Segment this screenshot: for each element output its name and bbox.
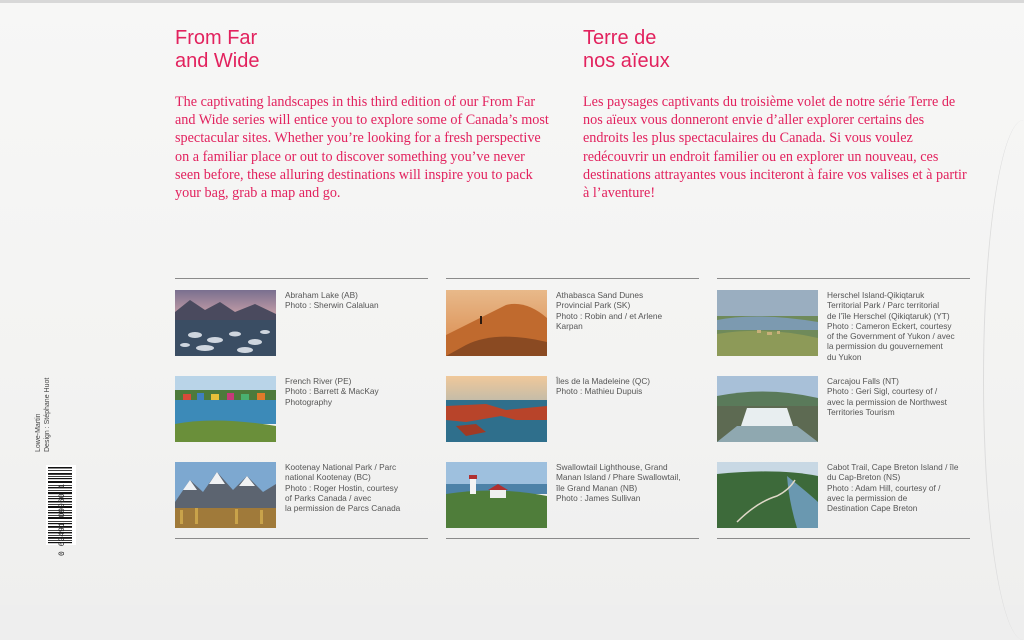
photo-herschel-island — [717, 290, 818, 356]
stamp-card-athabasca-dunes — [446, 290, 700, 370]
caption-line: Territories Tourism — [827, 406, 895, 417]
caption-line: Photo : Adam Hill, courtesy of / — [827, 482, 941, 493]
caption-line: Photography — [285, 396, 333, 407]
caption-line: Kootenay National Park / Parc — [285, 462, 397, 472]
stamp-caption — [556, 290, 706, 331]
stamp-caption — [827, 462, 977, 513]
caption-line: Photo : Cameron Eckert, courtesy — [827, 320, 952, 331]
caption-line: Provincial Park (SK) — [556, 300, 631, 311]
stamp-card-french-river — [175, 376, 429, 456]
credit-printer: Lowe-Martin — [35, 413, 42, 452]
caption-line: Manan Island / Phare Swallowtail, — [556, 472, 681, 483]
caption-line: Herschel Island-Qikiqtaruk — [827, 290, 925, 300]
envelope-top-edge — [0, 0, 1024, 3]
stamp-card-carcajou-falls — [717, 376, 971, 456]
photo-carcajou-falls — [717, 376, 818, 442]
caption-line: la permission de Parcs Canada — [285, 503, 401, 514]
caption-line: de l’île Herschel (Qikiqtaruk) (YT) — [827, 310, 950, 321]
stamp-card-iles-de-la-madeleine — [446, 376, 700, 456]
photo-iles-de-la-madeleine — [446, 376, 547, 442]
caption-line: Photo : Mathieu Dupuis — [556, 386, 643, 397]
stamp-caption — [827, 290, 977, 362]
photo-cabot-trail — [717, 462, 818, 528]
caption-line: Photo : Robin and / et Arlene — [556, 310, 663, 321]
caption-line: Photo : Sherwin Calaluan — [285, 300, 379, 311]
caption-line: Photo : Barrett & MacKay — [285, 386, 379, 397]
caption-line: du Yukon — [827, 351, 862, 362]
divider-rule — [717, 278, 970, 279]
stamp-caption — [285, 376, 435, 407]
barcode-number: 0 63491 09960 1 — [58, 483, 67, 556]
caption-line: Carcajou Falls (NT) — [827, 376, 899, 386]
caption-line: national Kootenay (BC) — [285, 472, 371, 483]
english-title — [175, 27, 260, 73]
english-title-line1: From Far — [175, 27, 258, 49]
caption-line: Photo : Roger Hostin, courtesy — [285, 482, 398, 493]
caption-line: avec la permission de Northwest — [827, 396, 947, 407]
divider-rule — [446, 278, 699, 279]
stamp-caption — [285, 290, 435, 311]
stamp-card-herschel-island — [717, 290, 971, 370]
stamp-caption — [556, 376, 706, 397]
stamp-card-abraham-lake — [175, 290, 429, 370]
caption-line: du Cap-Breton (NS) — [827, 472, 901, 483]
caption-line: Photo : James Sullivan — [556, 492, 641, 503]
caption-line: of Parks Canada / avec — [285, 492, 372, 503]
envelope-flap-edge — [983, 120, 1024, 640]
french-title — [583, 27, 670, 73]
caption-line: Cabot Trail, Cape Breton Island / île — [827, 462, 959, 472]
photo-athabasca-dunes — [446, 290, 547, 356]
caption-line: Abraham Lake (AB) — [285, 290, 358, 300]
caption-line: Karpan — [556, 320, 583, 331]
english-body-text: The captivating landscapes in this third edition of our From Far and Wide series will entice you to explore some of Canada’s most spectacular sites. Whether you’re looking for a fresh perspective on a familiar place or out to discover something you’ve never seen before, these alluring destinations will inspire you to pack your bag, grab a map and go. — [175, 94, 549, 202]
credit-designer: Design : Stéphane Huot — [44, 377, 51, 452]
stamp-card-kootenay — [175, 462, 429, 542]
caption-line: Îles de la Madeleine (QC) — [556, 376, 651, 386]
caption-line: of the Government of Yukon / avec — [827, 331, 955, 342]
english-title-line2: and Wide — [175, 50, 260, 72]
stamp-caption — [285, 462, 435, 513]
caption-line: Destination Cape Breton — [827, 503, 918, 514]
stamp-card-swallowtail-lighthouse — [446, 462, 700, 542]
caption-line: French River (PE) — [285, 376, 352, 386]
photo-french-river — [175, 376, 276, 442]
caption-line: Athabasca Sand Dunes — [556, 290, 644, 300]
french-title-line2: nos aïeux — [583, 50, 670, 72]
french-body-text: Les paysages captivants du troisième volet de notre série Terre de nos aïeux vous donneront envie d’aller explorer certains des endroits les plus spectaculaires du Canada. Si vous voulez redécouvrir un endroit familier ou en explorer un nouveau, ces destinations attrayantes vous inciteront à faire vos valises et à partir à l’aventure! — [583, 94, 967, 202]
divider-rule — [175, 278, 428, 279]
photo-abraham-lake — [175, 290, 276, 356]
stamp-card-cabot-trail — [717, 462, 971, 542]
caption-line: la permission du gouvernement — [827, 341, 943, 352]
photo-swallowtail-lighthouse — [446, 462, 547, 528]
caption-line: Swallowtail Lighthouse, Grand — [556, 462, 668, 472]
caption-line: Photo : Geri Sigl, courtesy of / — [827, 386, 938, 397]
caption-line: avec la permission de — [827, 492, 908, 503]
caption-line: Territorial Park / Parc territorial — [827, 300, 940, 311]
photo-kootenay — [175, 462, 276, 528]
caption-line: île Grand Manan (NB) — [556, 482, 638, 493]
stamp-caption — [556, 462, 706, 503]
printer-credits — [34, 362, 64, 452]
french-title-line1: Terre de — [583, 27, 657, 49]
stamp-caption — [827, 376, 977, 417]
